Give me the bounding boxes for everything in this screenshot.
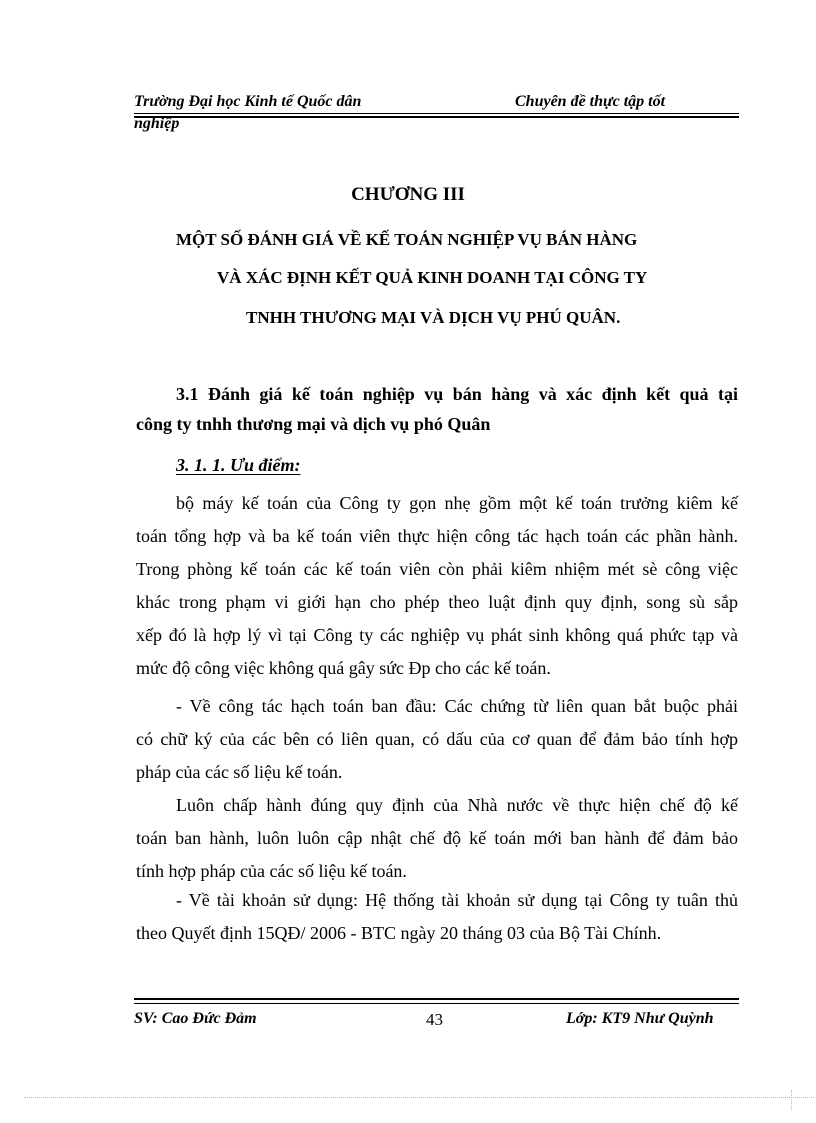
paragraph-line: Trong phòng kế toán các kế toán viên còn phải kiêm nhiệm mét sè công việc xyxy=(136,559,738,579)
paragraph-line: mức độ công việc không quá gây sức Ðp cho các kế toán. xyxy=(136,658,551,678)
paragraph-line: pháp của các số liệu kế toán. xyxy=(136,762,343,782)
section-heading-line-1: 3.1 Đánh giá kế toán nghiệp vụ bán hàng và xác định kết quả tại xyxy=(176,384,738,404)
paragraph-line: theo Quyết định 15QĐ/ 2006 - BTC ngày 20 tháng 03 của Bộ Tài Chính. xyxy=(136,923,662,943)
footer-rule-thick xyxy=(134,998,739,1000)
footer-class: Lớp: KT9 Như Quỳnh xyxy=(566,1010,714,1027)
paragraph-line: - Về tài khoản sử dụng: Hệ thống tài khoản sử dụng tại Công ty tuân thủ xyxy=(176,890,738,910)
paragraph-line: có chữ ký của các bên có liên quan, có dấu của cơ quan để đảm bảo tính hợp xyxy=(136,729,738,749)
chapter-title-line-1: MỘT SỐ ĐÁNH GIÁ VỀ KẾ TOÁN NGHIỆP VỤ BÁN HÀNG xyxy=(176,230,638,249)
header-university-wrap: nghiệp xyxy=(134,115,180,132)
header-rule-thin xyxy=(134,113,739,114)
page-edge-dotted-line xyxy=(24,1097,814,1098)
section-heading-line-2: công ty tnhh thương mại và dịch vụ phó Quân xyxy=(136,414,491,434)
subsection-heading: 3. 1. 1. Ưu điểm: xyxy=(176,455,301,475)
paragraph-line: khác trong phạm vi giới hạn cho phép theo luật định quy định, song sù sắp xyxy=(136,592,738,612)
paragraph-line: bộ máy kế toán của Công ty gọn nhẹ gồm một kế toán trưởng kiêm kế xyxy=(176,493,738,513)
paragraph-line: tính hợp pháp của các số liệu kế toán. xyxy=(136,861,407,881)
paragraph-line: toán ban hành, luôn luôn cập nhật chế độ kế toán mới ban hành để đảm bảo xyxy=(136,828,738,848)
page-corner-dotted-mark xyxy=(791,1090,792,1110)
header-university: Trường Đại học Kinh tế Quốc dân xyxy=(134,93,362,110)
chapter-number: CHƯƠNG III xyxy=(351,184,465,205)
page-number: 43 xyxy=(426,1010,443,1029)
footer-rule-thin xyxy=(134,1003,739,1004)
footer-student: SV: Cao Đức Đảm xyxy=(134,1010,257,1027)
header-rule-thick xyxy=(134,116,739,118)
paragraph-line: xếp đó là hợp lý vì tại Công ty các nghiệp vụ phát sinh không quá phức tạp và xyxy=(136,625,738,645)
paragraph-line: - Về công tác hạch toán ban đầu: Các chứng từ liên quan bắt buộc phải xyxy=(176,696,738,716)
chapter-title-line-2: VÀ XÁC ĐỊNH KẾT QUẢ KINH DOANH TẠI CÔNG TY xyxy=(217,268,648,287)
header-report-type: Chuyên đề thực tập tốt xyxy=(515,93,666,110)
paragraph-line: toán tổng hợp và ba kế toán viên thực hiện công tác hạch toán các phần hành. xyxy=(136,526,738,546)
paragraph-line: Luôn chấp hành đúng quy định của Nhà nước về thực hiện chế độ kế xyxy=(176,795,738,815)
chapter-title-line-3: TNHH THƯƠNG MẠI VÀ DỊCH VỤ PHÚ QUÂN. xyxy=(246,308,621,327)
